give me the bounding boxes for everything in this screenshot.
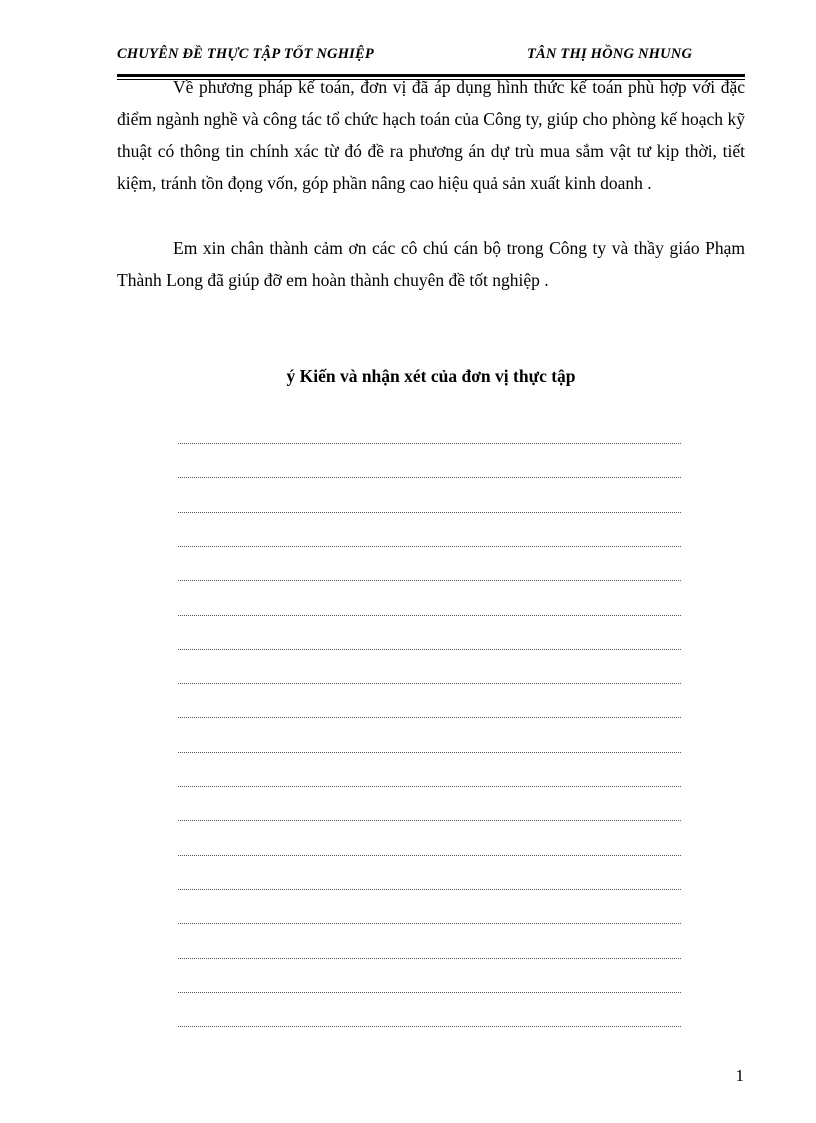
section-title: ý Kiến và nhận xét của đơn vị thực tập: [286, 366, 576, 386]
blank-line: [178, 477, 681, 478]
blank-line: [178, 1026, 681, 1027]
blank-line: [178, 683, 681, 684]
blank-line: [178, 580, 681, 581]
blank-line: [178, 615, 681, 616]
blank-line: [178, 820, 681, 821]
blank-line: [178, 546, 681, 547]
blank-line: [178, 855, 681, 856]
blank-line: [178, 752, 681, 753]
blank-line: [178, 923, 681, 924]
paragraph-acknowledgement: Em xin chân thành cảm ơn các cô chú cán bộ trong Công ty và thầy giáo Phạm Thành Long đã giúp đỡ em hoàn thành chuyên đề tốt nghiệp .: [117, 238, 745, 290]
header-author-name: TÂN THỊ HỒNG NHUNG: [527, 46, 693, 62]
blank-line: [178, 958, 681, 959]
blank-line: [178, 992, 681, 993]
blank-line: [178, 889, 681, 890]
blank-line: [178, 786, 681, 787]
paragraph-conclusion: Về phương pháp kế toán, đơn vị đã áp dụng hình thức kế toán phù hợp với đặc điểm ngành nghề và công tác tổ chức hạch toán của Công ty, giúp cho phòng kế hoạch kỹ thuật có thông tin chính xác từ đó đề ra phương án dự trù mua sắm vật tư kịp thời, tiết kiệm, tránh tồn đọng vốn, góp phần nâng cao hiệu quả sản xuất kinh doanh .: [117, 77, 745, 193]
comment-blank-lines: [178, 0, 681, 1123]
page-number: 1: [735, 1066, 744, 1085]
blank-line: [178, 717, 681, 718]
blank-line: [178, 649, 681, 650]
blank-line: [178, 512, 681, 513]
blank-line: [178, 443, 681, 444]
header-document-title: CHUYÊN ĐỀ THỰC TẬP TỐT NGHIỆP: [117, 46, 374, 62]
